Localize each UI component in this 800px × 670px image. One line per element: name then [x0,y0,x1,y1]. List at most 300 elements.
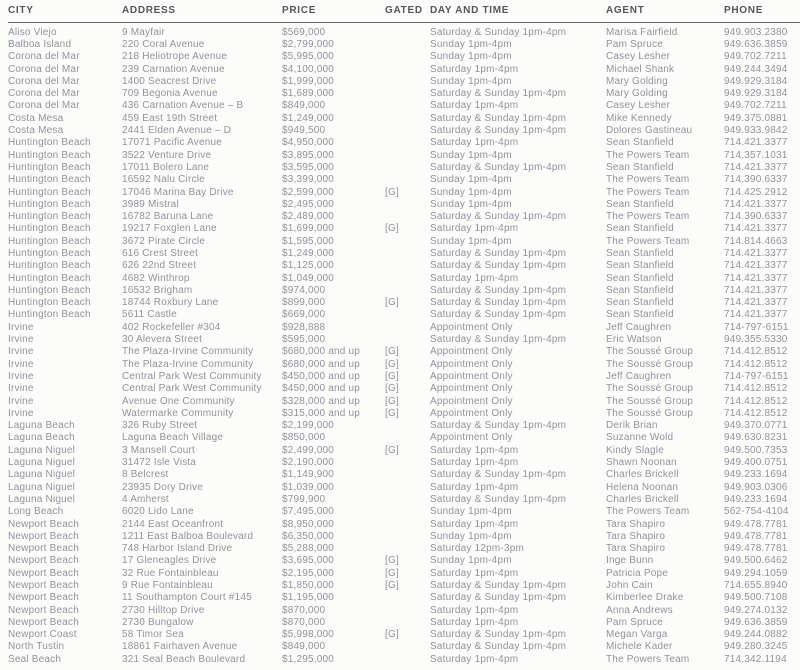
cell-phone: 949.478.7781 [724,518,788,530]
cell-phone: 714.421.3377 [724,260,788,272]
cell-address: 5611 Castle [122,309,177,321]
cell-city: Huntington Beach [8,297,91,309]
cell-price: $1,850,000 [282,580,335,591]
cell-price: $1,125,000 [282,260,335,272]
table-row [8,321,800,333]
cell-address: The Plaza-Irvine Community [122,346,254,358]
cell-day_time: Saturday & Sunday 1pm-4pm [430,469,567,481]
cell-agent: Sean Stanfield [606,161,674,173]
cell-city: Huntington Beach [8,284,91,296]
cell-address: 18861 Fairhaven Avenue [122,641,238,653]
cell-day_time: Saturday 1pm-4pm [430,518,519,530]
cell-agent: Tara Shapiro [606,518,666,530]
cell-price: $4,100,000 [282,63,335,75]
cell-address: 9 Mayfair [122,26,165,38]
cell-agent: Sean Stanfield [606,284,674,296]
cell-price: $1,249,000 [282,112,335,124]
cell-city: Newport Beach [8,580,79,591]
cell-agent: Anna Andrews [606,604,673,616]
cell-day_time: Saturday 1pm-4pm [430,616,519,628]
cell-address: 748 Harbor Island Drive [122,543,233,555]
cell-agent: Suzanne Wold [606,432,674,444]
cell-day_time: Saturday 1pm-4pm [430,481,519,493]
cell-agent: Kimberlee Drake [606,592,684,604]
cell-day_time: Saturday & Sunday 1pm-4pm [430,309,567,321]
cell-phone: 949.400.0751 [724,457,788,469]
table-header [8,3,800,23]
table-row [8,616,800,628]
table-row [8,124,800,136]
cell-phone: 714-797-6151 [724,370,789,382]
cell-city: Laguna Niguel [8,444,76,456]
cell-address: 709 Begonia Avenue [122,88,218,100]
table-row [8,420,800,432]
cell-city: Huntington Beach [8,186,91,198]
cell-day_time: Saturday & Sunday 1pm-4pm [430,592,567,604]
cell-price: $3,399,000 [282,174,335,186]
cell-day_time: Saturday & Sunday 1pm-4pm [430,161,567,173]
cell-city: Newport Beach [8,543,79,555]
cell-city: Huntington Beach [8,272,91,284]
table-row [8,149,800,161]
cell-price: $1,699,000 [282,223,335,235]
cell-phone: 714.421.3377 [724,223,788,235]
cell-price: $1,595,000 [282,235,335,247]
cell-phone: 949.244.0882 [724,629,788,641]
cell-city: Laguna Niguel [8,481,76,493]
cell-gated: [G] [385,407,399,419]
column-header-price: PRICE [282,5,317,16]
cell-address: 30 Alevera Street [122,334,203,346]
cell-city: Irvine [8,334,34,346]
cell-day_time: Sunday 1pm-4pm [430,51,512,63]
cell-phone: 949.500.7353 [724,444,788,456]
cell-address: 436 Carnation Avenue – B [122,100,244,112]
table-row [8,567,800,579]
cell-phone: 714.412.8512 [724,358,788,370]
column-header-day-and-time: DAY AND TIME [430,5,510,16]
cell-agent: Derik Brian [606,420,658,432]
table-row [8,137,800,149]
column-header-gated: GATED [385,5,423,16]
cell-day_time: Sunday 1pm-4pm [430,506,512,518]
cell-price: $849,000 [282,641,326,653]
cell-agent: Michele Kader [606,641,673,653]
table-row [8,469,800,481]
cell-gated: [G] [385,186,399,198]
cell-city: Huntington Beach [8,260,91,272]
cell-gated: [G] [385,629,399,641]
cell-city: Huntington Beach [8,149,91,161]
cell-agent: Kindy Slagle [606,444,664,456]
cell-address: 3522 Venture Drive [122,149,212,161]
cell-day_time: Saturday & Sunday 1pm-4pm [430,493,567,505]
cell-day_time: Saturday 1pm-4pm [430,444,519,456]
cell-price: $949,500 [282,125,326,137]
table-row [8,481,800,493]
cell-day_time: Saturday 1pm-4pm [430,63,519,75]
cell-price: $3,595,000 [282,161,335,173]
cell-phone: 714.421.3377 [724,161,788,173]
cell-price: $850,000 [282,432,326,444]
cell-phone: 949.702.7211 [724,51,787,63]
table-row [8,309,800,321]
cell-agent: Casey Lesher [606,51,671,63]
cell-agent: The Powers Team [606,506,690,518]
cell-gated: [G] [385,346,399,358]
cell-agent: The Powers Team [606,653,690,665]
cell-price: $1,195,000 [282,592,335,604]
table-row [8,555,800,567]
cell-city: Newport Beach [8,592,79,604]
cell-price: $2,199,000 [282,420,335,432]
cell-price: $2,489,000 [282,211,335,223]
cell-city: Newport Beach [8,518,79,530]
cell-gated: [G] [385,395,399,407]
cell-phone: 949.500.7108 [724,592,788,604]
cell-price: $1,295,000 [282,653,335,665]
cell-agent: Jeff Caughren [606,370,672,382]
cell-agent: Mary Golding [606,88,668,100]
cell-agent: The Soussé Group [606,346,694,358]
table-row [8,432,800,444]
cell-address: Avenue One Community [122,395,235,407]
cell-address: 321 Seal Beach Boulevard [122,653,246,665]
cell-day_time: Saturday 1pm-4pm [430,272,519,284]
cell-price: $680,000 and up [282,358,361,370]
cell-agent: Pam Spruce [606,38,664,50]
cell-address: 18744 Roxbury Lane [122,297,219,309]
cell-agent: Sean Stanfield [606,297,674,309]
table-row [8,370,800,382]
cell-address: 239 Carnation Avenue [122,63,225,75]
cell-address: 58 Timor Sea [122,629,184,641]
cell-city: Corona del Mar [8,63,80,75]
cell-phone: 714.421.3377 [724,247,788,259]
cell-price: $5,995,000 [282,51,335,63]
table-row [8,186,800,198]
cell-phone: 714.655.8940 [724,580,788,591]
cell-price: $799,900 [282,493,326,505]
table-row [8,198,800,210]
cell-address: 3 Mansell Court [122,444,196,456]
cell-phone: 949.233.1694 [724,469,788,481]
cell-city: Seal Beach [8,653,62,665]
cell-agent: Charles Brickell [606,493,679,505]
table-row [8,530,800,542]
cell-city: Newport Beach [8,530,79,542]
cell-price: $7,495,000 [282,506,335,518]
cell-phone: 949.929.3184 [724,75,788,87]
cell-phone: 949.233.1694 [724,493,788,505]
cell-phone: 714.342.1194 [724,653,787,665]
cell-day_time: Saturday & Sunday 1pm-4pm [430,260,567,272]
cell-city: Huntington Beach [8,161,91,173]
cell-agent: Pam Spruce [606,616,664,628]
column-header-address: ADDRESS [122,5,176,16]
cell-price: $1,249,000 [282,247,335,259]
cell-gated: [G] [385,383,399,395]
cell-city: Irvine [8,321,34,333]
table-row [8,38,800,50]
cell-phone: 714-797-6151 [724,321,789,333]
cell-day_time: Appointment Only [430,358,513,370]
cell-phone: 714.390.6337 [724,211,788,223]
cell-agent: The Powers Team [606,149,690,161]
cell-phone: 949.929.3184 [724,88,788,100]
cell-day_time: Saturday & Sunday 1pm-4pm [430,247,567,259]
cell-day_time: Saturday 1pm-4pm [430,604,519,616]
cell-phone: 714.421.3377 [724,309,788,321]
cell-day_time: Sunday 1pm-4pm [430,149,512,161]
cell-address: 616 Crest Street [122,247,199,259]
cell-agent: The Soussé Group [606,395,694,407]
cell-price: $6,350,000 [282,530,335,542]
cell-price: $569,000 [282,26,326,38]
cell-agent: John Cain [606,580,653,591]
cell-agent: Sean Stanfield [606,223,674,235]
cell-phone: 714.814.4663 [724,235,788,247]
cell-phone: 714.412.8512 [724,407,788,419]
column-header-phone: PHONE [724,5,764,16]
cell-day_time: Sunday 1pm-4pm [430,198,512,210]
cell-price: $595,000 [282,334,326,346]
cell-city: Corona del Mar [8,100,80,112]
cell-day_time: Saturday & Sunday 1pm-4pm [430,297,567,309]
cell-price: $3,695,000 [282,555,335,567]
cell-agent: Jeff Caughren [606,321,672,333]
cell-address: 6020 Lido Lane [122,506,194,518]
cell-gated: [G] [385,444,399,456]
table-row [8,629,800,641]
cell-price: $849,000 [282,100,326,112]
cell-city: Newport Beach [8,604,79,616]
cell-phone: 949.355.5330 [724,334,788,346]
cell-day_time: Saturday & Sunday 1pm-4pm [430,641,567,653]
cell-price: $669,000 [282,309,326,321]
cell-phone: 949.903.0306 [724,481,788,493]
cell-city: Laguna Niguel [8,457,76,469]
cell-city: Huntington Beach [8,137,91,149]
cell-city: Huntington Beach [8,211,91,223]
cell-address: 17 Gleneagles Drive [122,555,217,567]
cell-price: $328,000 and up [282,395,361,407]
cell-agent: Sean Stanfield [606,198,674,210]
cell-day_time: Appointment Only [430,370,513,382]
cell-phone: 714.412.8512 [724,346,788,358]
cell-price: $5,998,000 [282,629,335,641]
cell-price: $870,000 [282,616,326,628]
cell-address: 220 Coral Avenue [122,38,205,50]
cell-agent: Mary Golding [606,75,668,87]
cell-price: $5,288,000 [282,543,335,555]
cell-agent: Patricia Pope [606,567,669,579]
cell-price: $450,000 and up [282,383,361,395]
cell-city: Balboa Island [8,38,72,50]
cell-agent: The Soussé Group [606,358,694,370]
cell-phone: 949.702.7211 [724,100,787,112]
cell-agent: The Powers Team [606,235,690,247]
cell-day_time: Sunday 1pm-4pm [430,555,512,567]
table-row [8,235,800,247]
cell-price: $2,495,000 [282,198,335,210]
cell-city: Costa Mesa [8,112,64,124]
cell-address: Central Park West Community [122,383,262,395]
cell-agent: Inge Bunn [606,555,654,567]
table-row [8,284,800,296]
cell-gated: [G] [385,358,399,370]
cell-phone: 714.412.8512 [724,395,788,407]
cell-agent: Michael Shank [606,63,675,75]
cell-phone: 949.500.6462 [724,555,788,567]
cell-day_time: Appointment Only [430,321,513,333]
cell-agent: Sean Stanfield [606,272,674,284]
cell-agent: The Powers Team [606,174,690,186]
cell-address: 2144 East Oceanfront [122,518,224,530]
cell-city: Irvine [8,370,34,382]
cell-phone: 949.903.2380 [724,26,788,38]
cell-agent: The Powers Team [606,186,690,198]
cell-city: Laguna Niguel [8,493,76,505]
cell-city: Corona del Mar [8,51,80,63]
cell-day_time: Saturday & Sunday 1pm-4pm [430,284,567,296]
cell-phone: 949.280.3245 [724,641,788,653]
cell-address: 32 Rue Fontainbleau [122,567,219,579]
cell-address: 19217 Foxglen Lane [122,223,217,235]
cell-phone: 562-754-4104 [724,506,789,518]
cell-day_time: Appointment Only [430,432,513,444]
table-row [8,247,800,259]
cell-city: Long Beach [8,506,64,518]
cell-day_time: Saturday & Sunday 1pm-4pm [430,88,567,100]
cell-day_time: Saturday & Sunday 1pm-4pm [430,420,567,432]
cell-address: 23935 Dory Drive [122,481,204,493]
cell-phone: 949.294.1059 [724,567,788,579]
cell-phone: 714.357.1031 [724,149,788,161]
cell-phone: 714.421.3377 [724,272,788,284]
table-row [8,26,800,38]
cell-price: $1,999,000 [282,75,335,87]
table-row [8,653,800,665]
cell-address: 4682 Winthrop [122,272,190,284]
cell-address: 4 Amherst [122,493,169,505]
cell-price: $2,499,000 [282,444,335,456]
cell-day_time: Saturday 1pm-4pm [430,457,519,469]
cell-day_time: Saturday 1pm-4pm [430,653,519,665]
table-row [8,75,800,87]
table-body [8,23,800,665]
cell-phone: 714.421.3377 [724,284,788,296]
cell-city: Aliso Viejo [8,26,57,38]
cell-day_time: Appointment Only [430,383,513,395]
cell-agent: Tara Shapiro [606,543,666,555]
cell-price: $2,799,000 [282,38,335,50]
cell-city: Laguna Niguel [8,469,76,481]
table-row [8,579,800,591]
cell-phone: 949.478.7781 [724,530,788,542]
cell-price: $680,000 and up [282,346,361,358]
cell-city: Irvine [8,395,34,407]
cell-price: $4,950,000 [282,137,335,149]
cell-agent: Marisa Fairfield [606,26,678,38]
table-row [8,518,800,530]
cell-city: Newport Beach [8,567,79,579]
table-row [8,87,800,99]
cell-gated: [G] [385,297,399,309]
cell-agent: Casey Lesher [606,100,671,112]
table-row [8,641,800,653]
table-row [8,383,800,395]
cell-day_time: Saturday 1pm-4pm [430,223,519,235]
cell-address: 459 East 19th Street [122,112,218,124]
cell-day_time: Sunday 1pm-4pm [430,38,512,50]
cell-city: Irvine [8,383,34,395]
cell-agent: Tara Shapiro [606,530,666,542]
cell-address: 2730 Hilltop Drive [122,604,205,616]
cell-phone: 949.478.7781 [724,543,788,555]
cell-gated: [G] [385,567,399,579]
cell-city: Corona del Mar [8,88,80,100]
cell-agent: Charles Brickell [606,469,679,481]
cell-agent: Mike Kennedy [606,112,672,124]
cell-city: Costa Mesa [8,125,64,137]
table-row [8,346,800,358]
cell-address: 2730 Bungalow [122,616,194,628]
cell-price: $450,000 and up [282,370,361,382]
table-row [8,260,800,272]
table-row [8,542,800,554]
cell-phone: 949.370.0771 [724,420,788,432]
cell-address: 1400 Seacrest Drive [122,75,217,87]
cell-agent: Sean Stanfield [606,247,674,259]
cell-city: Huntington Beach [8,198,91,210]
cell-address: Watermarke Community [122,407,234,419]
cell-price: $315,000 and up [282,407,361,419]
cell-address: 16592 Nalu Circle [122,174,205,186]
cell-price: $899,000 [282,297,326,309]
cell-city: Laguna Beach [8,420,75,432]
cell-phone: 714.421.3377 [724,198,788,210]
cell-address: 8 Belcrest [122,469,169,481]
cell-day_time: Sunday 1pm-4pm [430,174,512,186]
cell-phone: 949.375.0881 [724,112,788,124]
cell-city: Huntington Beach [8,223,91,235]
cell-day_time: Sunday 1pm-4pm [430,186,512,198]
cell-day_time: Saturday & Sunday 1pm-4pm [430,629,567,641]
cell-gated: [G] [385,555,399,567]
cell-address: 2441 Elden Avenue – D [122,125,232,137]
cell-day_time: Saturday & Sunday 1pm-4pm [430,211,567,223]
cell-address: 16782 Baruna Lane [122,211,214,223]
cell-city: Corona del Mar [8,75,80,87]
table-row [8,161,800,173]
cell-price: $1,049,000 [282,272,335,284]
cell-day_time: Saturday & Sunday 1pm-4pm [430,334,567,346]
cell-price: $1,039,000 [282,481,335,493]
cell-city: Irvine [8,407,34,419]
cell-address: 1211 East Balboa Boulevard [122,530,254,542]
cell-address: Laguna Beach Village [122,432,224,444]
cell-city: Laguna Beach [8,432,75,444]
cell-phone: 949.274.0132 [724,604,788,616]
table-row [8,395,800,407]
cell-city: North Tustin [8,641,65,653]
table-row [8,210,800,222]
table-row [8,223,800,235]
table-row [8,63,800,75]
table-row [8,272,800,284]
table-row [8,493,800,505]
